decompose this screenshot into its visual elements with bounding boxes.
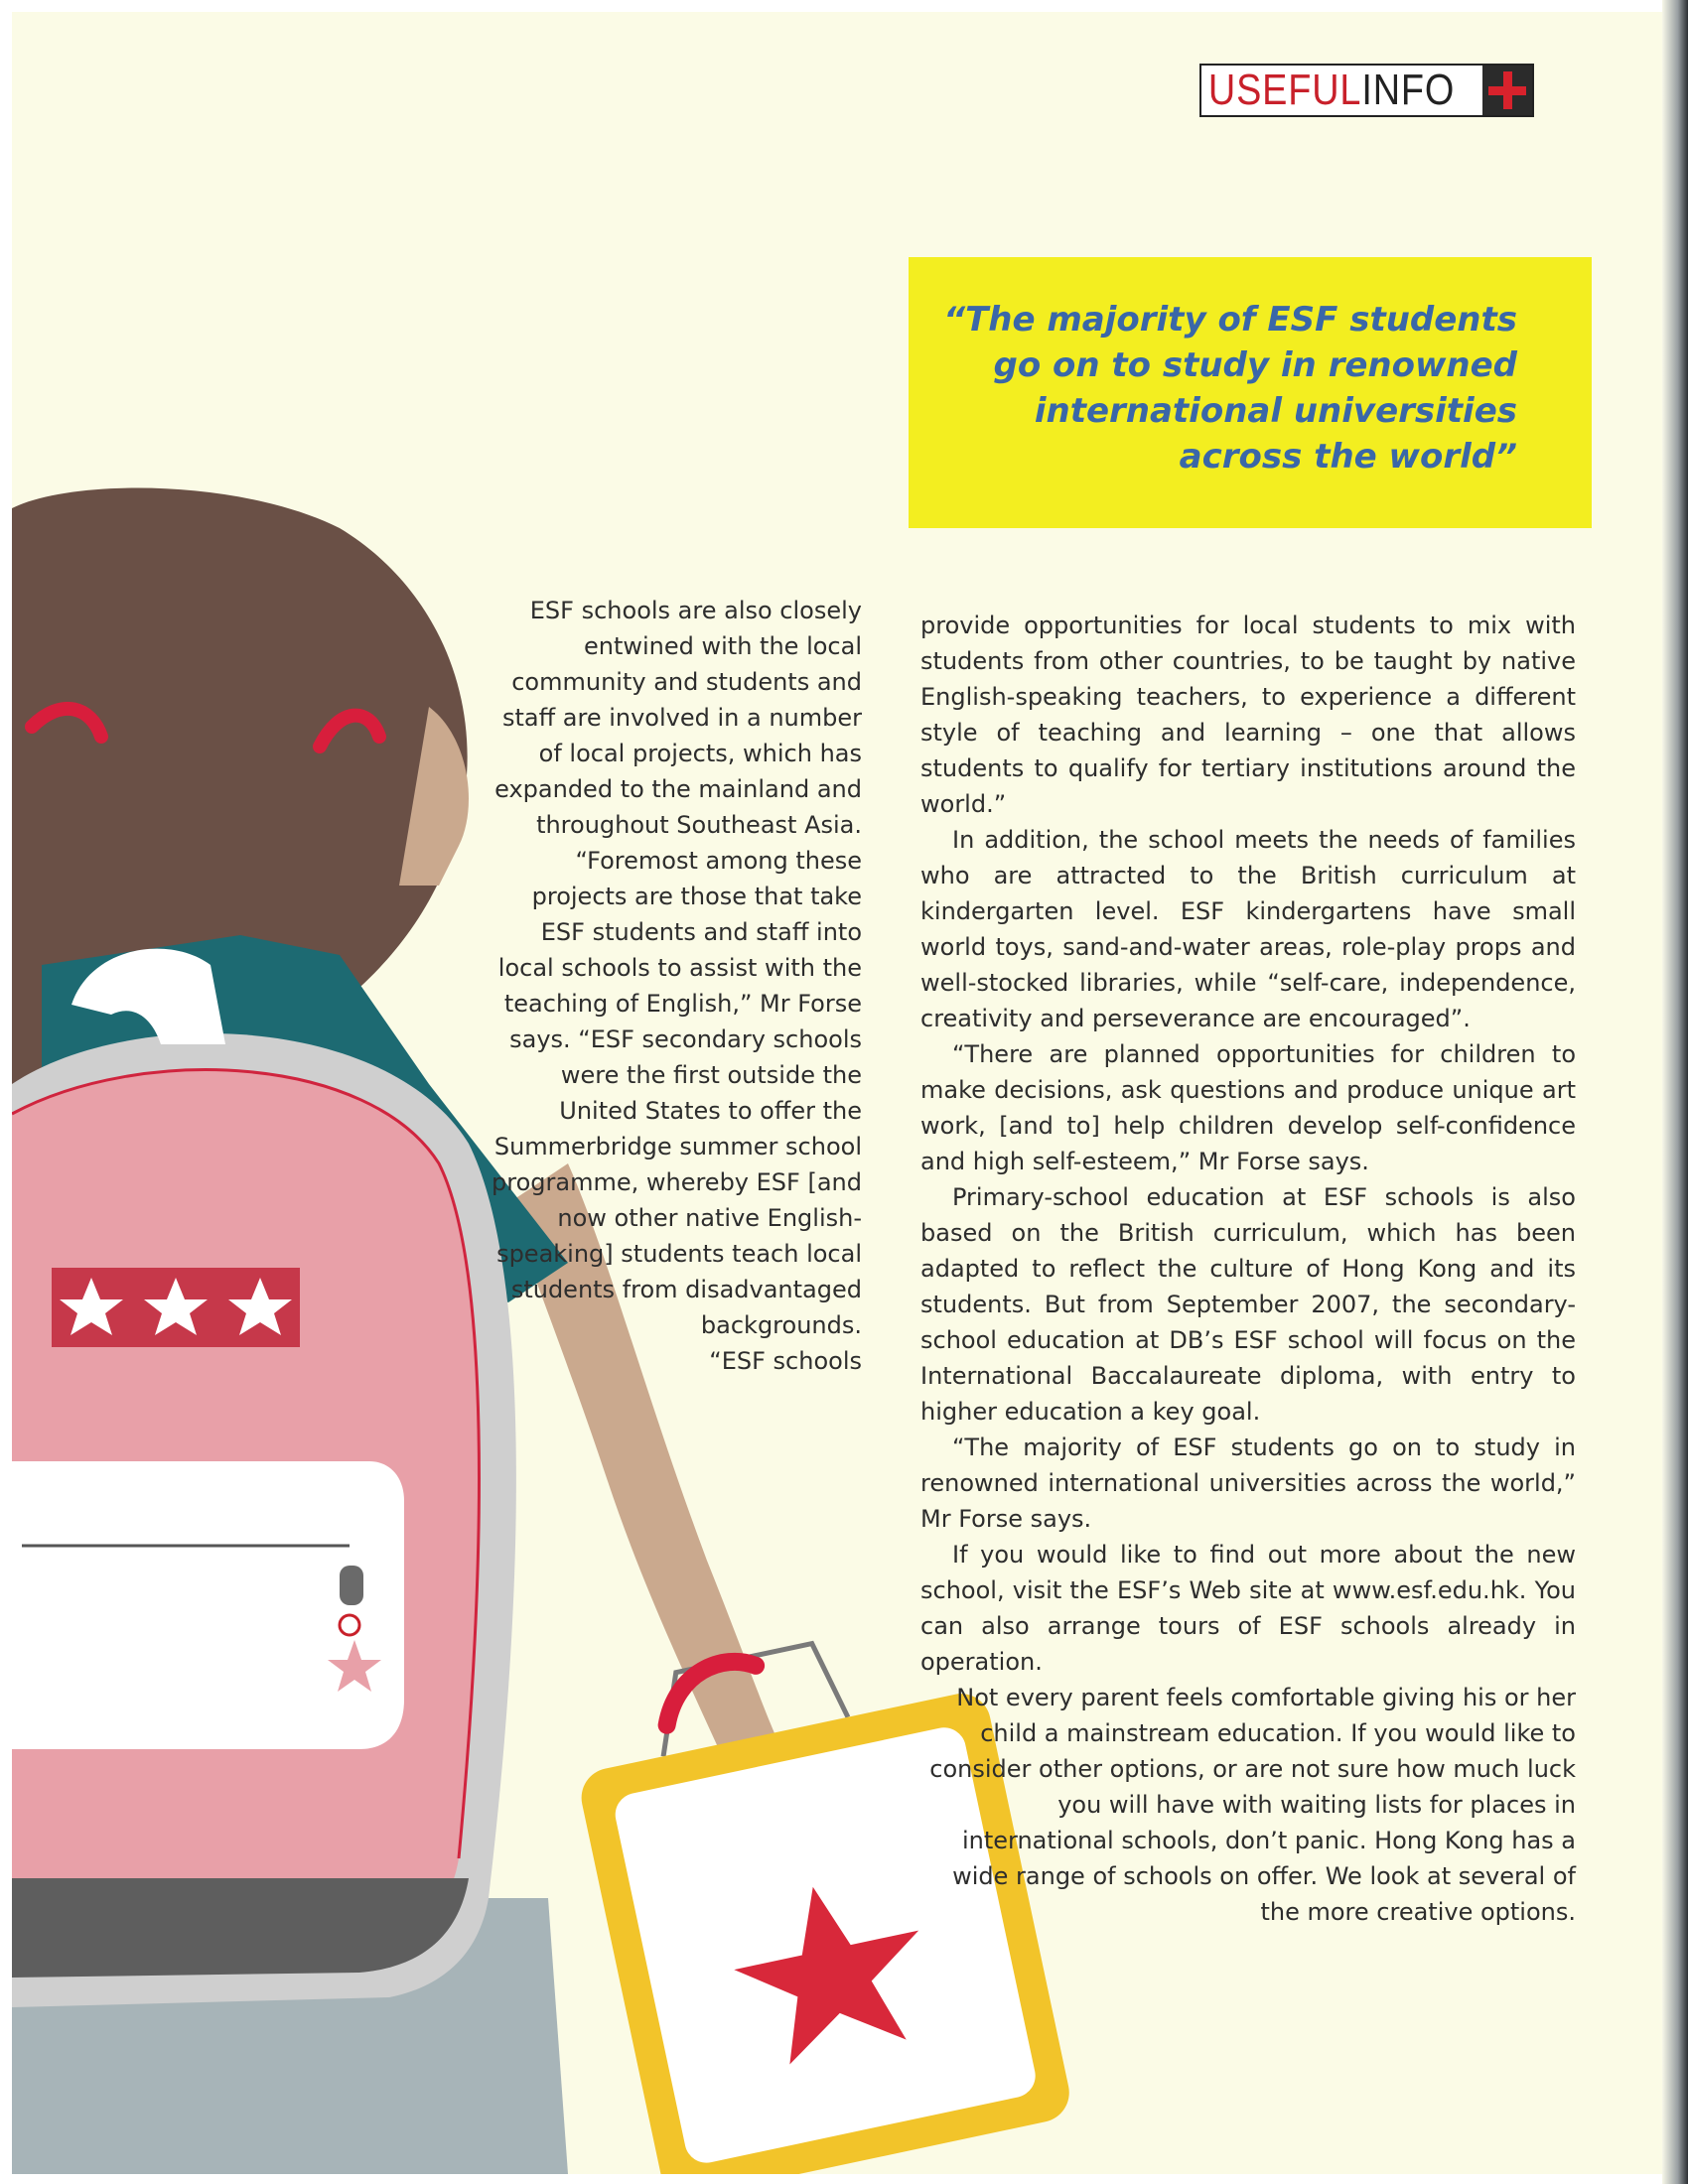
left-paragraph: “ESF schools: [709, 1347, 862, 1375]
backpack-bottom: [12, 1878, 469, 1978]
useful-word: USEFUL: [1207, 66, 1362, 114]
useful-info-tag: [1199, 64, 1534, 117]
right-paragraph: If you would like to find out more about the new school, visit the ESF’s Web site at www.esf.edu.hk. You can also arrange tours of ESF schools already in operation.: [920, 1541, 1576, 1676]
right-paragraph: In addition, the school meets the needs of families who are attracted to the British curriculum at kindergarten level. ESF kindergartens have small world toys, sand-and-water areas, role-play props and well-stocked libraries, while “self-care, independence, creativity and perseverance are encouraged”.: [920, 826, 1576, 1032]
plus-icon: [1482, 66, 1532, 115]
backpack-pocket: [12, 1461, 404, 1749]
right-paragraph: “The majority of ESF students go on to study in renowned international universities across the world,” Mr Forse says.: [920, 1433, 1576, 1533]
right-text-column: [920, 608, 1576, 1930]
zipper-pull: [340, 1566, 363, 1605]
info-word: INFO: [1361, 66, 1456, 114]
right-paragraph: Primary-school education at ESF schools is also based on the British curriculum, which has been adapted to reflect the culture of Hong Kong and its students. But from September 2007, the secondary-school education at DB’s ESF school will focus on the International Baccalaureate diploma, with entry to higher education a key goal.: [920, 1183, 1576, 1426]
left-paragraph: “Foremost among these projects are those that take ESF students and staff into local schools to assist with the teaching of English,” Mr Forse says. “ESF secondary schools were the first outside the United States to offer the Summerbridge summer school programme, whereby ESF [and now other native English-speaking] students teach local students from disadvantaged backgrounds.: [492, 847, 862, 1339]
magazine-page: [12, 12, 1662, 2174]
pull-quote: “The majority of ESF students go on to study in renowned international universities across the world”: [909, 257, 1592, 528]
right-paragraph: Not every parent feels comfortable giving his or her child a mainstream education. If you would like to consider other options, or are not sure how much luck you will have with waiting lists for places in international schools, don’t panic. Hong Kong has a wide range of schools on offer. We look at several of the more creative options.: [929, 1684, 1576, 1926]
right-paragraph: “There are planned opportunities for children to make decisions, ask questions and produce unique art work, [and to] help children develop self-confidence and high self-esteem,” Mr Forse says.: [920, 1040, 1576, 1175]
right-paragraph: provide opportunities for local students to mix with students from other countries, to be taught by native English-speaking teachers, to experience a different style of teaching and learning – one that allows students to qualify for tertiary institutions around the world.”: [920, 612, 1576, 818]
useful-info-text: [1201, 66, 1462, 115]
left-paragraph: ESF schools are also closely entwined with the local community and students and staff are involved in a number of local projects, which has expanded to the mainland and throughout Southeast Asia.: [494, 597, 862, 839]
page-binding-edge: [1662, 0, 1688, 2184]
left-text-column: [485, 593, 862, 1379]
